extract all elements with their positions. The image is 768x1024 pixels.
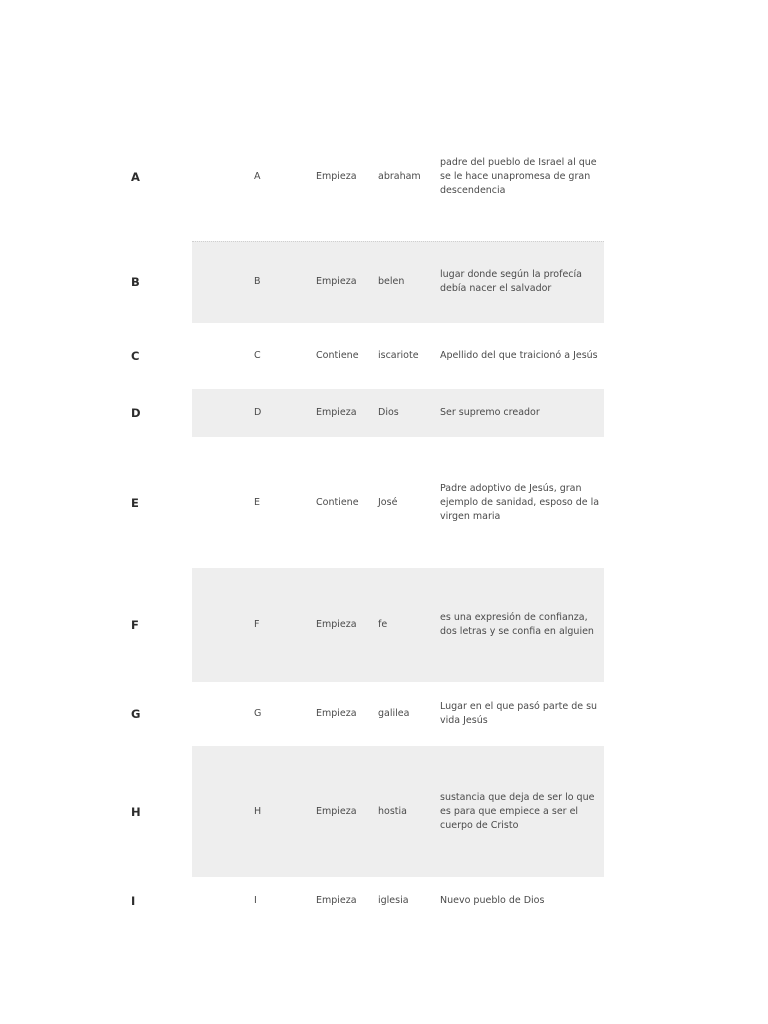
type-cell: Empieza [316, 708, 357, 719]
row-heading-letter: G [131, 707, 141, 721]
word-cell: iglesia [378, 895, 409, 906]
table-row [0, 323, 768, 389]
row-heading-letter: E [131, 495, 139, 510]
word-cell: galilea [378, 708, 410, 719]
row-heading-letter: C [131, 349, 140, 363]
definition-cell: Lugar en el que pasó parte de su vida Jesús [440, 701, 598, 726]
definition-cell: Nuevo pueblo de Dios [440, 895, 545, 906]
type-cell: Contiene [316, 350, 359, 361]
type-cell: Empieza [316, 619, 357, 630]
letter-cell: G [254, 708, 262, 719]
type-cell: Contiene [316, 496, 359, 508]
table-row [0, 877, 768, 925]
row-heading-letter: B [131, 275, 140, 289]
letter-cell: F [254, 619, 260, 630]
table-row [0, 682, 768, 746]
definition-cell: lugar donde según la profecía debía nacer el salvador [440, 269, 582, 294]
definition-cell: sustancia que deja de ser lo que es para que empiece a ser el cuerpo de Cristo [440, 791, 595, 831]
letter-cell: I [254, 895, 257, 906]
table-row [0, 241, 768, 323]
word-cell: belen [378, 276, 405, 287]
definition-cell: padre del pueblo de Israel al que se le hace unapromesa de gran descendencia [440, 157, 597, 196]
word-cell: hostia [378, 805, 407, 817]
type-cell: Empieza [316, 171, 357, 182]
definition-cell: Ser supremo creador [440, 407, 540, 418]
row-heading-letter: F [131, 618, 139, 632]
row-heading-letter: D [131, 406, 141, 420]
definition-cell: Padre adoptivo de Jesús, gran ejemplo de sanidad, esposo de la virgen maria [440, 482, 600, 522]
table-row [0, 746, 768, 877]
definition-cell: Apellido del que traicionó a Jesús [440, 350, 598, 361]
type-cell: Empieza [316, 895, 357, 906]
letter-cell: A [254, 171, 261, 182]
word-cell: José [378, 496, 398, 508]
table-row [0, 568, 768, 682]
row-heading-letter: I [131, 894, 136, 908]
letter-cell: B [254, 276, 261, 287]
definition-cell: es una expresión de confianza, dos letras y se confia en alguien [440, 612, 594, 637]
row-heading-letter: H [131, 804, 141, 819]
type-cell: Empieza [316, 805, 357, 817]
letter-cell: E [254, 496, 261, 508]
row-heading-letter: A [131, 170, 140, 184]
table-row [0, 437, 768, 568]
table-row [0, 389, 768, 437]
type-cell: Empieza [316, 276, 357, 287]
letter-cell: H [254, 805, 262, 817]
word-cell: abraham [378, 171, 421, 182]
word-cell: iscariote [378, 350, 419, 361]
letter-cell: C [254, 350, 261, 361]
letter-cell: D [254, 407, 262, 418]
word-cell: fe [378, 619, 388, 630]
type-cell: Empieza [316, 407, 357, 418]
word-cell: Dios [378, 407, 399, 418]
table-row [0, 130, 768, 224]
